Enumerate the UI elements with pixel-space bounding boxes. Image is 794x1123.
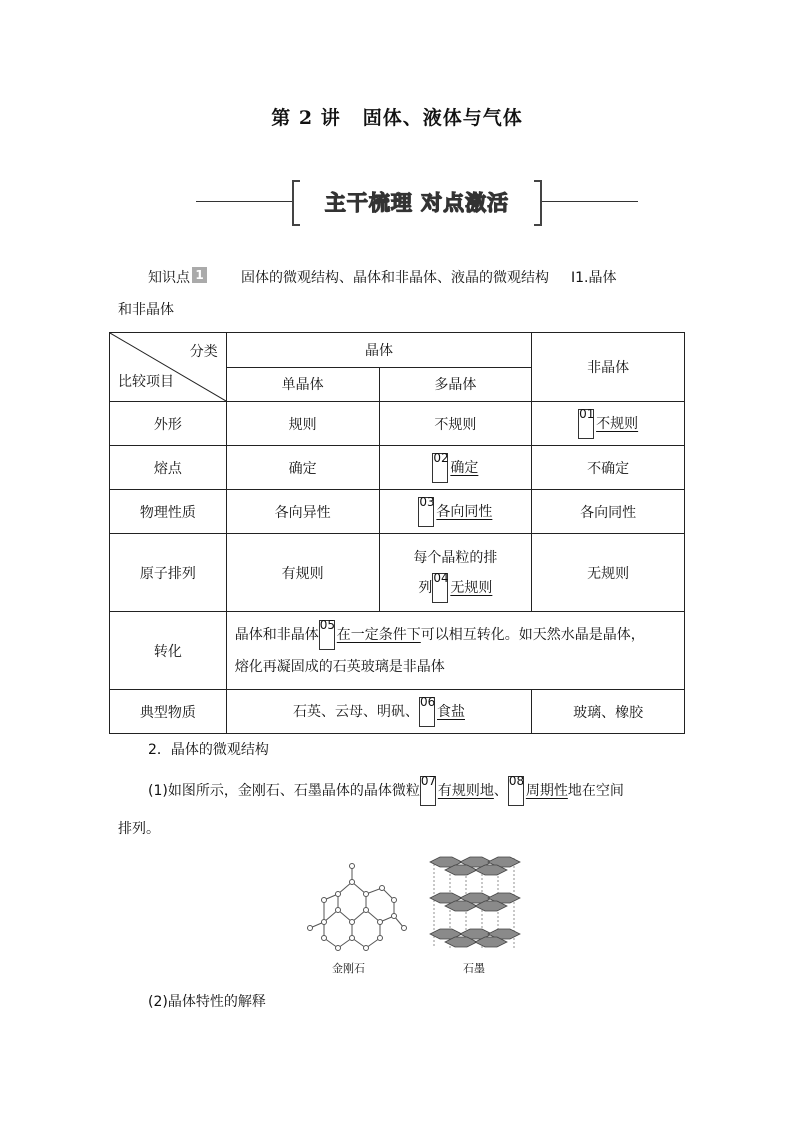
page-title bbox=[0, 103, 794, 130]
cell-value: 有规则 bbox=[226, 534, 379, 612]
answer-text: 在一定条件下 bbox=[336, 626, 421, 643]
corner-top-label: 分类 bbox=[189, 344, 218, 360]
lecture-number: 第 2 讲 bbox=[271, 107, 341, 129]
blank-box: 01 bbox=[578, 409, 594, 439]
row-label: 典型物质 bbox=[110, 690, 227, 734]
row-label: 物理性质 bbox=[110, 490, 227, 534]
banner-left-rule bbox=[196, 201, 292, 202]
blank-box: 02 bbox=[432, 453, 448, 483]
banner-right-bracket bbox=[534, 180, 542, 226]
row-label: 外形 bbox=[110, 402, 227, 446]
table-row bbox=[110, 490, 685, 534]
table-row bbox=[110, 612, 685, 690]
answer-text: 无规则 bbox=[450, 579, 493, 596]
knowledge-point-label: 知识点 bbox=[148, 270, 190, 286]
cell-text: 熔化再凝固成的石英玻璃是非晶体 bbox=[234, 658, 445, 675]
cell-line: 每个晶粒的排 bbox=[413, 549, 498, 566]
cell-answer bbox=[379, 490, 532, 534]
subsection-1-heading-a: 1.晶体 bbox=[575, 270, 617, 286]
diamond-atoms bbox=[308, 864, 407, 951]
cell-value: 确定 bbox=[226, 446, 379, 490]
figure-caption-diamond: 金刚石 bbox=[332, 962, 365, 975]
banner-frame bbox=[292, 180, 542, 224]
blank-box: 08 bbox=[508, 776, 524, 806]
knowledge-point-heading bbox=[118, 262, 688, 326]
header-poly-crystal: 多晶体 bbox=[379, 367, 532, 402]
cell-answer bbox=[226, 690, 531, 734]
cell-value: 各向异性 bbox=[226, 490, 379, 534]
cell-answer bbox=[379, 534, 532, 612]
header-crystal: 晶体 bbox=[226, 333, 531, 368]
subsection-1-heading-b: 和非晶体 bbox=[118, 302, 174, 318]
row-label: 熔点 bbox=[110, 446, 227, 490]
header-single-crystal: 单晶体 bbox=[226, 367, 379, 402]
answer-text: 有规则地 bbox=[437, 783, 494, 799]
section-2-paragraph-1: (1)如图所示，金刚石、石墨晶体的晶体微粒 07 有规则地、 08 周期性地在空间 排列。 bbox=[118, 774, 624, 837]
cell-value: 各向同性 bbox=[532, 490, 685, 534]
row-label: 转化 bbox=[110, 612, 227, 690]
cell-value: 不规则 bbox=[379, 402, 532, 446]
cell-answer bbox=[532, 402, 685, 446]
blank-box: 06 bbox=[419, 697, 435, 727]
table-corner-cell bbox=[110, 333, 227, 402]
blank-box: 04 bbox=[432, 573, 448, 603]
answer-text: 周期性 bbox=[525, 783, 568, 799]
comparison-table bbox=[109, 332, 685, 734]
crystal-structure-figure bbox=[300, 848, 540, 978]
answer-text: 确定 bbox=[450, 459, 479, 476]
banner-right-rule bbox=[542, 201, 638, 202]
answer-text: 食盐 bbox=[437, 703, 465, 720]
cell-line: 列 bbox=[418, 579, 433, 596]
cell-text: 石英、云母、明矾、 bbox=[293, 703, 419, 720]
cell-text: 晶体和非晶体 bbox=[234, 626, 319, 643]
table-row bbox=[110, 446, 685, 490]
section-2-paragraph-2: (2)晶体特性的解释 bbox=[148, 994, 266, 1010]
lecture-topic: 固体、液体与气体 bbox=[362, 107, 523, 129]
answer-text: 各向同性 bbox=[436, 503, 493, 520]
table-row bbox=[110, 402, 685, 446]
cell-answer bbox=[226, 612, 684, 690]
header-non-crystal: 非晶体 bbox=[532, 333, 685, 402]
cell-value: 规则 bbox=[226, 402, 379, 446]
blank-box: 03 bbox=[418, 497, 434, 527]
banner-text: 主干梳理 对点激活 bbox=[324, 190, 510, 215]
knowledge-point-title: 固体的微观结构、晶体和非晶体、液晶的微观结构 bbox=[241, 270, 549, 286]
cell-text: 可以相互转化。如天然水晶是晶体， bbox=[420, 626, 645, 643]
blank-box: 05 bbox=[319, 620, 335, 650]
row-label: 原子排列 bbox=[110, 534, 227, 612]
answer-text: 不规则 bbox=[596, 415, 639, 432]
corner-bottom-label: 比较项目 bbox=[118, 374, 174, 390]
cell-value: 不确定 bbox=[532, 446, 685, 490]
crystal-structure-drawing bbox=[300, 848, 540, 963]
knowledge-point-level: Ⅰ bbox=[571, 270, 576, 286]
graphite-layers bbox=[430, 857, 520, 948]
section-banner bbox=[196, 180, 638, 224]
knowledge-point-badge: 1 bbox=[192, 267, 207, 283]
cell-answer bbox=[379, 446, 532, 490]
section-2-heading: 2．晶体的微观结构 bbox=[148, 742, 269, 758]
table-row bbox=[110, 690, 685, 734]
cell-value: 无规则 bbox=[532, 534, 685, 612]
figure-caption-graphite: 石墨 bbox=[463, 962, 485, 975]
cell-value: 玻璃、橡胶 bbox=[532, 690, 685, 734]
blank-box: 07 bbox=[420, 776, 436, 806]
table-row bbox=[110, 534, 685, 612]
